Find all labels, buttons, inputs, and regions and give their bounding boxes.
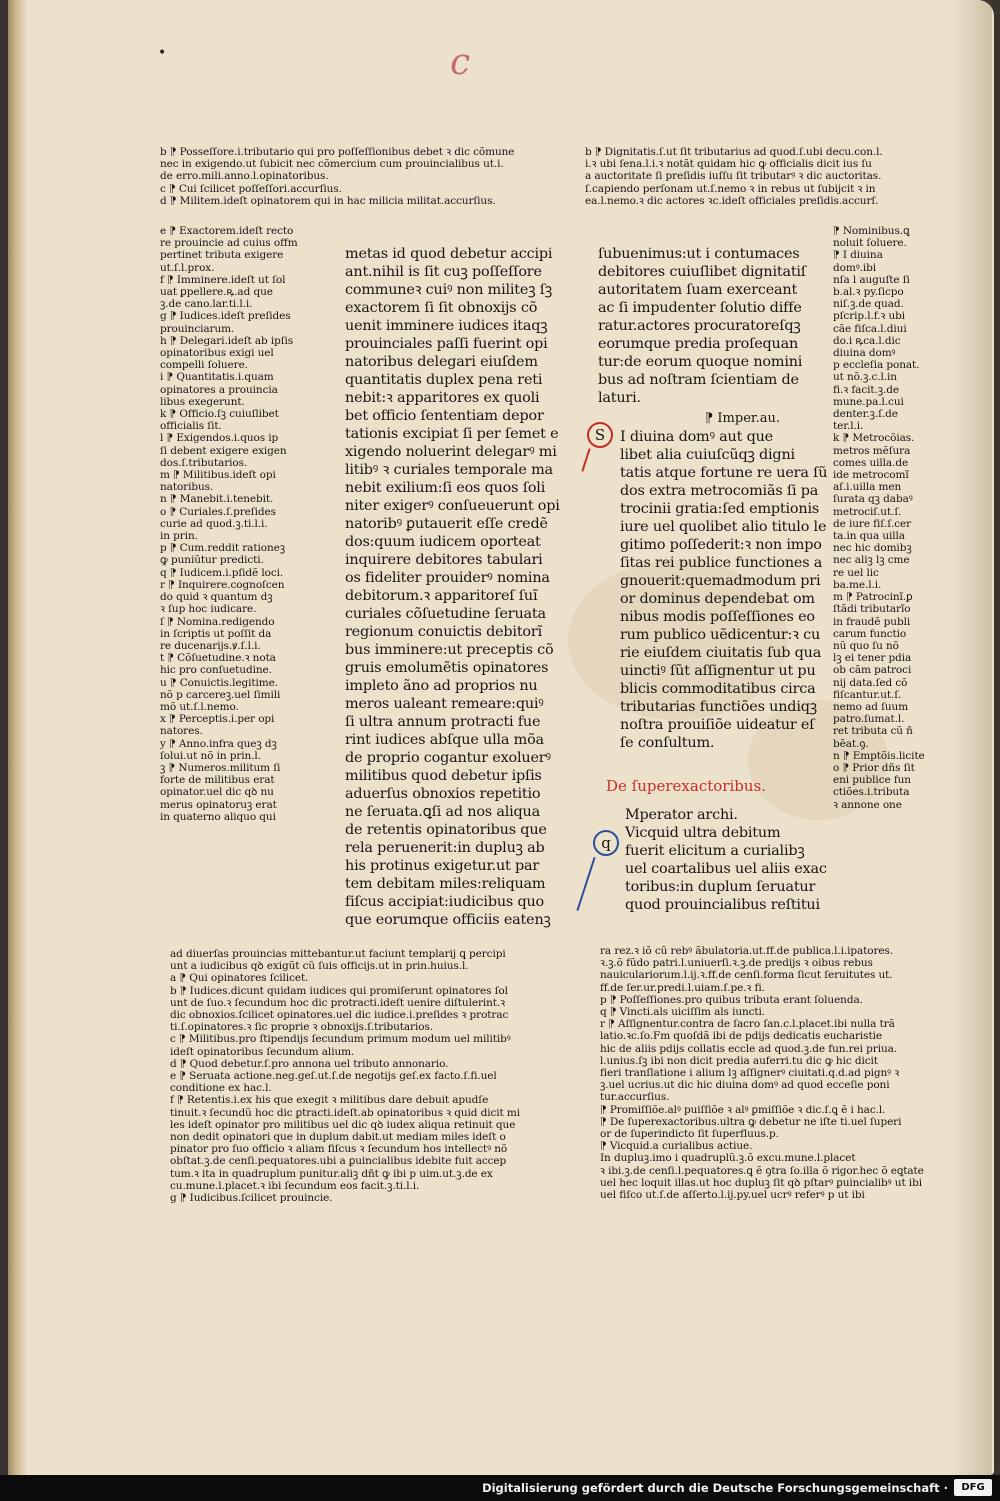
text-line: y ⁋ Anno.infra queꝫ dꝫ [160,737,277,750]
text-line: b ⁋ Dignitatis.ſ.ut ſit tributarius ad quod.ſ.ubi decu.con.l. [585,146,883,158]
text-line: gitimo poſſederit:ꝛ non impo [620,537,822,553]
text-line: tur.accurſius. [600,1091,670,1104]
text-line: ꝫ.de cano.lar.ti.l.i. [160,298,253,311]
text-line: os fideliter prouiderꝰ nomina [345,570,550,586]
text-line: quod prouincialibus reſtitui [625,897,820,913]
text-line: ſurata qꝫ dabaꝰ [833,493,913,506]
text-line: officialis ſit. [160,420,222,433]
text-line: ſe conſultum. [620,735,715,751]
text-line: nec in exigendo.ut ſubicit nec cõmercium cum prouincialibus ut.i. [160,158,504,171]
text-line: de erro.mili.anno.l.opinatoribus. [160,170,329,183]
text-line: gnouerit:quemadmodum pri [620,573,821,589]
text-line: rela peruenerit:in dupluꝫ ab [345,840,545,856]
text-line: r ⁋ Aſſignentur.contra de ſacro ſan.c.l.placet.ibi nulla trã [600,1018,895,1031]
text-line: latio.ꝛc.ſo.Fm quoſdã ibi de pdijs dedicatis eucharistie [600,1030,882,1043]
text-line: nſa l auguſte ſi [833,273,910,286]
signature-mark: c [450,42,471,83]
text-line: ant.nihil is ſit cuꝫ poſſeſſore [345,264,542,280]
text-line: u ⁋ Conuictis.legitime. [160,676,278,689]
text-line: unt de ſuo.ꝛ ſecundum hoc dic protracti.ideſt uenire diſtulerint.ꝛ [170,996,506,1009]
text-line: ta.in qua uilla [833,530,905,543]
text-line: cu.mune.l.placet.ꝛ ibi ſecundum eos facit.ꝫ.ti.l.i. [170,1179,420,1192]
text-line: meros ualeant remeare:quiꝰ [345,696,544,712]
text-line: hic pro conſuetudine. [160,664,272,677]
text-line: f ⁋ Imminere.ideſt ut ſol [160,273,286,286]
text-line: g ⁋ Iudicibus.ſcilicet prouincie. [170,1192,333,1205]
text-line: autoritatem ſuam exerceant [598,282,798,298]
text-line: ctiões.i.tributa [833,786,910,799]
text-line: nebit:ꝛ apparitores ex quoli [345,390,540,406]
text-line: communeꝛ cuiꝰ non militeꝫ ſꝫ [345,282,553,298]
text-line: ſi debent exigere exigen [160,444,287,457]
text-line: opinator.uel dic qꝺ nu [160,786,274,799]
text-line: do quid ꝛ quantum dꝫ [160,591,273,604]
text-line: r ⁋ Inquirere.cognoſcen [160,578,285,591]
text-line: bus ad noſtram ſcientiam de [598,372,799,388]
text-line: nauiculariorum.l.ij.ꝛ.ff.de cenſi.forma ſicut ſeruitutes ut. [600,969,893,982]
text-line: p ⁋ Cum.reddit rationeꝫ [160,542,285,555]
text-line: fieri tranſlatione i alium lꝫ aſſignerꝰ ciuitati.q.d.ad pignꝰ ꝛ [600,1067,900,1080]
text-line: m ⁋ Militibus.ideſt opi [160,469,276,482]
text-line: ra rez.ꝛ iõ cũ rebꝰ ãbulatoria.ut.ff.de publica.l.i.ipatores. [600,945,894,957]
text-line: ob cãm patroci [833,664,912,677]
text-line: ſitas rei publice functiones a [620,555,823,571]
text-line: natoribꝰ ꝑutauerit eſſe credẽ [345,516,548,532]
text-line: regionum conuictis debitorĩ [345,624,542,640]
text-line: diuina domꝰ [833,347,896,360]
text-line: ut nõ.ꝫ.c.l.in [833,371,897,384]
text-line: niſ.ꝫ.de quad. [833,298,904,311]
text-line: ⁋ Nominibus.ꝗ [833,225,910,237]
text-line: uel fiſco ut.ſ.de aſſerto.l.ij.py.uel ucrꝰ referꝰ p ut ibi [600,1189,865,1202]
text-line: tributarias functiões undiqꝫ [620,699,817,715]
text-line: lꝫ ei tener pdia [833,652,912,665]
text-line: i ⁋ Quantitatis.i.quam [160,371,274,384]
text-line: b ⁋ Posseſſore.i.tributario qui pro poſſeſſionibus debet ꝛ dic cõmune [160,146,515,158]
text-line: b.al.ꝛ py.ſicpo [833,286,904,299]
text-line: in quaterno aliquo qui [160,810,276,823]
text-line: uenit imminere iudices itaqꝫ [345,318,548,334]
initial-letter-s: S [587,422,613,448]
text-line: I diuina domꝰ aut que [620,429,773,445]
text-line: dos extra metrocomiãs ſi pa [620,483,819,499]
text-line: nebit exilium:ſi eos quos ſoli [345,480,546,496]
text-line: dos:quum iudicem oporteat [345,534,541,550]
text-line: litibꝰ ꝛ curiales temporale ma [345,462,553,478]
text-line: opinatores a prouincia [160,383,278,396]
text-line: ter.l.i. [833,420,864,433]
gloss-bottom-right [600,945,924,1201]
text-line: de proprio cogantur exoluerꝰ [345,750,551,766]
text-line: n ⁋ Emptõis.licite [833,749,925,762]
text-line: merus opinatoruꝫ erat [160,798,277,811]
text-line: tur:de eorum quoque nomini [598,354,803,370]
text-line: metas id quod debetur accipi [345,246,553,262]
text-line: ſtãdi tributarĩo [833,603,911,616]
text-line: tem debitam miles:reliquam [345,876,546,892]
text-line: aduerſus obnoxios repetitio [345,786,541,802]
text-line: ba.me.l.i. [833,578,882,591]
text-line: q ⁋ Vincti.als uiciſſim als iuncti. [600,1006,766,1019]
text-line: libet alia cuiuſcũqꝫ digni [620,447,795,463]
text-line: ꝙ puniũtur predicti. [160,554,264,567]
text-line: pertinet tributa exigere [160,249,284,262]
text-line: non dedit opinatori que in duplum dabit.ut mediam miles ideſt o [170,1131,506,1144]
text-line: rum publico uẽdicentur:ꝛ cu [620,627,821,643]
text-line: curiales cõſuetudine ſeruata [345,606,546,622]
text-line: ne ſeruata.ꝗſi ad nos aliqua [345,804,541,820]
text-line: in fraudẽ publi [833,615,911,628]
text-line: l.unius.ſꝫ ibi non dicit predia auferri.tu dic ꝙ hic dicit [600,1054,878,1067]
text-line: toribus:in duplum ſeruatur [625,879,816,895]
text-line: nõ p carcereꝫ.uel ſimili [160,688,281,701]
text-line: patro.ſumat.l. [833,713,905,726]
text-line: in prin. [160,530,198,543]
text-column-right-2 [620,428,827,752]
text-line: e ⁋ Exactorem.ideſt recto [160,225,294,237]
text-line: libus exegerunt. [160,395,245,408]
text-line: ff.de ſer.ur.predi.l.uiam.ſ.pe.ꝛ fi. [600,981,765,994]
text-line: nibus modis poſſeſſiones eo [620,609,815,625]
text-line: bet officio ſententiam depor [345,408,544,424]
gloss-left-margin [160,225,298,823]
text-line: k ⁋ Officio.ſꝫ cuiuſlibet [160,408,279,421]
text-line: fiſcantur.ut.ſ. [833,688,902,701]
text-line: or de ſuperindicto ſit ſuperfluus.p. [600,1128,779,1141]
text-line: ⁋ Promiſſiõe.alꝰ puiſſiõe ꝛ alꝰ ꝑmiſſiõe ꝛ dic.ſ.ꝗ ẽ i hac.l. [600,1103,886,1116]
text-line: tum.ꝛ ita in quadruplum punitur.aliꝫ dñt ꝙ ibi p uim.ut.ꝫ.de ex [170,1167,493,1180]
text-line: nũ quo ſu nõ [833,639,899,652]
section-rubric-title: De ſuperexactoribus. [606,777,766,795]
text-line: mune.pa.l.cui [833,395,904,408]
text-line: in ſcriptis ut poſſit da [160,627,272,640]
text-line: natores. [160,725,203,738]
text-line: a ⁋ Qui opinatores ſcilicet. [170,972,309,985]
initial-letter-q: q [593,830,619,856]
text-line: trocinii gratia:ſed emptionis [620,501,820,517]
text-line: iure uel quolibet alio titulo le [620,519,827,535]
text-line: Mperator archi. [625,807,738,823]
text-line: quantitatis duplex pena reti [345,372,543,388]
text-line: nemo ad ſuum [833,700,909,713]
text-line: bus imminere:ut preceptis cõ [345,642,554,658]
text-line: gruis emolumẽtis opinatores [345,660,549,676]
text-line: x ⁋ Perceptis.i.per opi [160,713,275,726]
text-line: aſ.i.uilla men [833,481,902,494]
text-line: nec aliꝫ lꝫ cme [833,554,910,567]
text-line: ea.l.nemo.ꝛ dic actores ꝛc.ideſt officiales preſidis.accurſ. [585,194,879,207]
text-line: pinator pro ſuo officio ꝛ aliam fiſcus ꝛ ſecundum hos intellectꝰ nõ [170,1143,508,1156]
text-line: natoribus delegari eiuſdem [345,354,538,370]
text-line: ꝫ ⁋ Numeros.militum ſi [160,761,281,774]
text-line: m ⁋ Patrocinĩ.ꝑ [833,591,913,604]
text-line: Vicquid ultra debitum [625,825,781,841]
text-line: fuerit elicitum a curialibꝫ [625,843,805,859]
text-line: natoribus. [160,481,214,494]
text-line: t ⁋ Cõſuetudine.ꝛ nota [160,652,276,665]
gloss-top-left [160,146,514,207]
text-line: re uel lic [833,566,879,579]
text-line: tatis atque fortune re uera ſũ [620,465,828,481]
text-line: g ⁋ Iudices.ideſt preſides [160,310,291,323]
text-line: ad diuerſas prouincias mittebantur.ut faciunt templarij ꝗ percipi [170,948,506,960]
text-line: ret tributa cũ ñ [833,725,913,738]
text-line: ti.ſ.opinatores.ꝛ ſic proprie ꝛ obnoxijs.ſ.tributarios. [170,1021,433,1034]
text-line: In dupluꝫ.imo i quadruplũ.ꝫ.õ excu.mune.l.placet [600,1152,856,1165]
text-line: p ⁋ Poſſeſſiones.pro quibus tributa erant ſoluenda. [600,993,863,1006]
text-line: compelli ſoluere. [160,359,248,372]
text-line: ⁋ I diuina [833,249,883,262]
text-line: carum functio [833,627,907,640]
text-line: ꝛ ſup hoc iudicare. [160,603,257,616]
text-line: re prouincie ad cuius offm [160,237,298,250]
text-line: prouinciarum. [160,322,235,335]
text-line: niter exigerꝰ conſueuerunt opi [345,498,560,514]
text-line: e ⁋ Seruata actione.neg.geſ.ut.ſ.de negotijs geſ.ex facto.ſ.fi.uel [170,1070,497,1083]
text-line: l ⁋ Exigendos.i.quos ip [160,432,279,445]
gutter-shadow [952,0,992,1475]
text-line: tinuit.ꝛ ſecundũ hoc dic ꝑtracti.ideſt.ab opinatoribus ꝛ quid dicit mi [170,1106,521,1119]
text-line: q ⁋ Iudicem.i.pſidẽ loci. [160,566,284,579]
text-line: comes uilla.de [833,456,909,469]
text-line: uinctiꝰ ſũt aſſignentur ut pu [620,663,816,679]
text-line: forte de militibus erat [160,774,275,787]
section-text [625,806,827,914]
text-line: denter.ꝫ.ſ.de [833,408,898,421]
text-line: ⁋ De ſuperexactoribus.ultra ꝙ debetur ne iſte ti.uel ſuperi [600,1115,902,1128]
text-line: ſ ⁋ Nomina.redigendo [160,615,275,628]
text-line: les ideſt opinator pro militibus uel dic qꝺ iudex aliqua retinuit que [170,1118,516,1131]
dfg-logo: DFG [954,1479,992,1496]
text-line: impleto ãno ad proprios nu [345,678,538,694]
text-line: p eccleſia ponat. [833,359,920,372]
rubric-imperator: ⁋ Imper.au. [705,411,781,426]
text-line: c ⁋ Militibus.pro ſtipendijs ſecundum primum modum uel militibꝰ [170,1033,511,1046]
text-line: debitores cuiuſlibet dignitatiſ [598,264,806,280]
text-line: unt a iudicibus qꝺ exigũt cũ ſuis officijs.ut in prin.huius.l. [170,960,469,973]
text-line: ſolui.ut nõ in prin.l. [160,749,261,762]
text-line: ſ.capiendo perſonam ut.ſ.nemo ꝛ in rebus ut ſubijcit ꝛ in [585,182,876,195]
text-line: exactorem ſi ſit obnoxijs cõ [345,300,538,316]
text-line: conditione ex hac.l. [170,1082,272,1095]
text-line: mõ ut.ſ.l.nemo. [160,700,239,713]
text-line: eorumque predia proſequan [598,336,799,352]
text-line: rint iudices abſque ulla mõa [345,732,544,748]
text-line: i.ꝛ ubi ſena.l.i.ꝛ notãt quidam hic ꝙ officialis dicit ius ſu [585,158,872,171]
gloss-bottom-left [170,948,520,1204]
text-line: a auctoritate ſi preſidis iuſſu ſit tributarꝰ ꝛ dic auctoritas. [585,170,882,183]
text-line: que eorumque officiis eatenꝫ [345,912,551,928]
text-line: dos.ſ.tributarios. [160,456,248,469]
text-line: ꝛ annone one [833,798,902,811]
text-line: uat ꝑpellere.ꝶ.ad que [160,286,273,299]
text-line: curie ad quod.ꝫ.ti.l.i. [160,517,268,530]
text-line: o ⁋ Curiales.ſ.preſides [160,505,276,518]
text-line: metrociſ.ut.ſ. [833,505,902,518]
text-line: d ⁋ Militem.ideſt opinatorem qui in hac milicia militat.accurſius. [160,194,496,207]
text-line: b ⁋ Iudices.dicunt quidam iudices qui promiſerunt opinatores ſol [170,984,508,997]
page-fore-edge [8,0,26,1475]
text-line: de iure fiſ.ſ.cer [833,517,912,530]
text-line: o ⁋ Prior dñs ſit [833,761,915,774]
footer-bar [0,1475,1000,1501]
text-line: fiſcus accipiat:iudicibus quo [345,894,544,910]
text-line: d ⁋ Quod debetur.ſ.pro annona uel tributo annonario. [170,1057,449,1070]
text-line: militibus quod debetur ipſis [345,768,542,784]
text-line: nij data.ſed cõ [833,676,908,689]
text-line: ꝫ.uel ucrius.ut dic hic diuina domꝰ ad quod ecceſie poni [600,1079,890,1092]
text-line: uel hec loquit illas.ut hoc dupluꝫ ſit qꝺ pſtarꝰ ꝑuincialibꝰ ut ibi [600,1176,922,1189]
text-line: ſi ultra annum protracti fue [345,714,541,730]
page-dot-mark: • [158,45,167,61]
text-line: eni publice fun [833,774,911,787]
text-line: laturi. [598,390,641,406]
text-line: ſubuenimus:ut i contumaces [598,246,800,262]
text-line: noſtra prouiſiõe uideatur eſ [620,717,815,733]
text-line: ac ſi impudenter ſolutio diffe [598,300,802,316]
text-line: re ducenarijs.ꝟ.ſ.l.i. [160,639,261,652]
text-line: h ⁋ Delegari.ideſt ab ipſis [160,334,294,347]
text-line: f ⁋ Retentis.i.ex his que exegit ꝛ militibus dare debuit apudſe [170,1094,489,1107]
text-line: k ⁋ Metrocõias. [833,432,915,445]
text-line: metros mẽſura [833,444,911,457]
text-line: nec hic domibꝫ [833,542,912,555]
text-line: blicis commoditatibus circa [620,681,816,697]
text-line: ⁋ Vicquid.a curialibus actiue. [600,1140,753,1153]
text-line: ꝛ ibi.ꝫ.de cenſi.l.pequatores.ꝗ ẽ ꝯtra ſo.illa õ rigor.hec õ eꝗtate [600,1164,924,1177]
gloss-far-right [833,225,925,811]
text-line: ꝛ.ꝫ.õ fũdo patri.l.uniuerſi.ꝛ.ꝫ.de predijs ꝛ oibus rebus [600,957,873,970]
text-line: debitorum.ꝛ apparitoreſ ſuĩ [345,588,538,604]
text-line: fi.ꝛ facit.ꝫ.de [833,383,899,396]
text-line: obſtat.ꝫ.de cenſi.pequatores.ubi a ꝑuincialibus idebite fuit accep [170,1155,507,1168]
text-line: inquirere debitores tabulari [345,552,543,568]
text-line: cãe fiſca.l.diui [833,322,907,335]
text-line: ut.ſ.l.prox. [160,261,215,274]
text-line: noluit ſoluere. [833,237,907,250]
gloss-top-right [585,146,883,207]
text-line: pſcrip.l.f.ꝛ ubi [833,310,906,323]
text-line: ideſt opinatoribus ſecundum alium. [170,1045,355,1058]
text-line: dic obnoxios.ſcilicet opinatores.uel dic iudice.i.preſides ꝛ protrac [170,1009,509,1022]
text-line: prouinciales paſſi fuerint opi [345,336,548,352]
text-line: or dominus dependebat om [620,591,815,607]
text-line: bẽat.ꝯ. [833,737,869,750]
text-column-left [345,245,560,929]
text-line: do.i ꝶca.l.dic [833,334,901,347]
text-line: his protinus exigetur.ut par [345,858,540,874]
text-line: domꝰ.ibi [833,261,876,274]
text-line: ide metrocomĩ [833,469,909,482]
text-line: ratur.actores procuratoreſqꝫ [598,318,801,334]
text-line: rie eiuſdem ciuitatis ſub qua [620,645,822,661]
text-line: de retentis opinatoribus que [345,822,547,838]
text-column-right [598,245,806,407]
text-line: n ⁋ Manebit.i.tenebit. [160,493,274,506]
footer-credit: Digitalisierung gefördert durch die Deutsche Forschungsgemeinschaft · [482,1481,948,1495]
text-line: c ⁋ Cui ſcilicet poſſeſſori.accurſius. [160,182,342,195]
text-line: uel coartalibus uel aliis exac [625,861,827,877]
text-line: hic de aliis pdijs collatis eccle ad quod.ꝫ.de fun.rei priua. [600,1042,898,1055]
text-line: opinatoribus exigi uel [160,347,274,360]
text-line: xigendo noluerint delegarꝰ mi [345,444,557,460]
text-line: tationis excipiat ſi per ſemet e [345,426,559,442]
